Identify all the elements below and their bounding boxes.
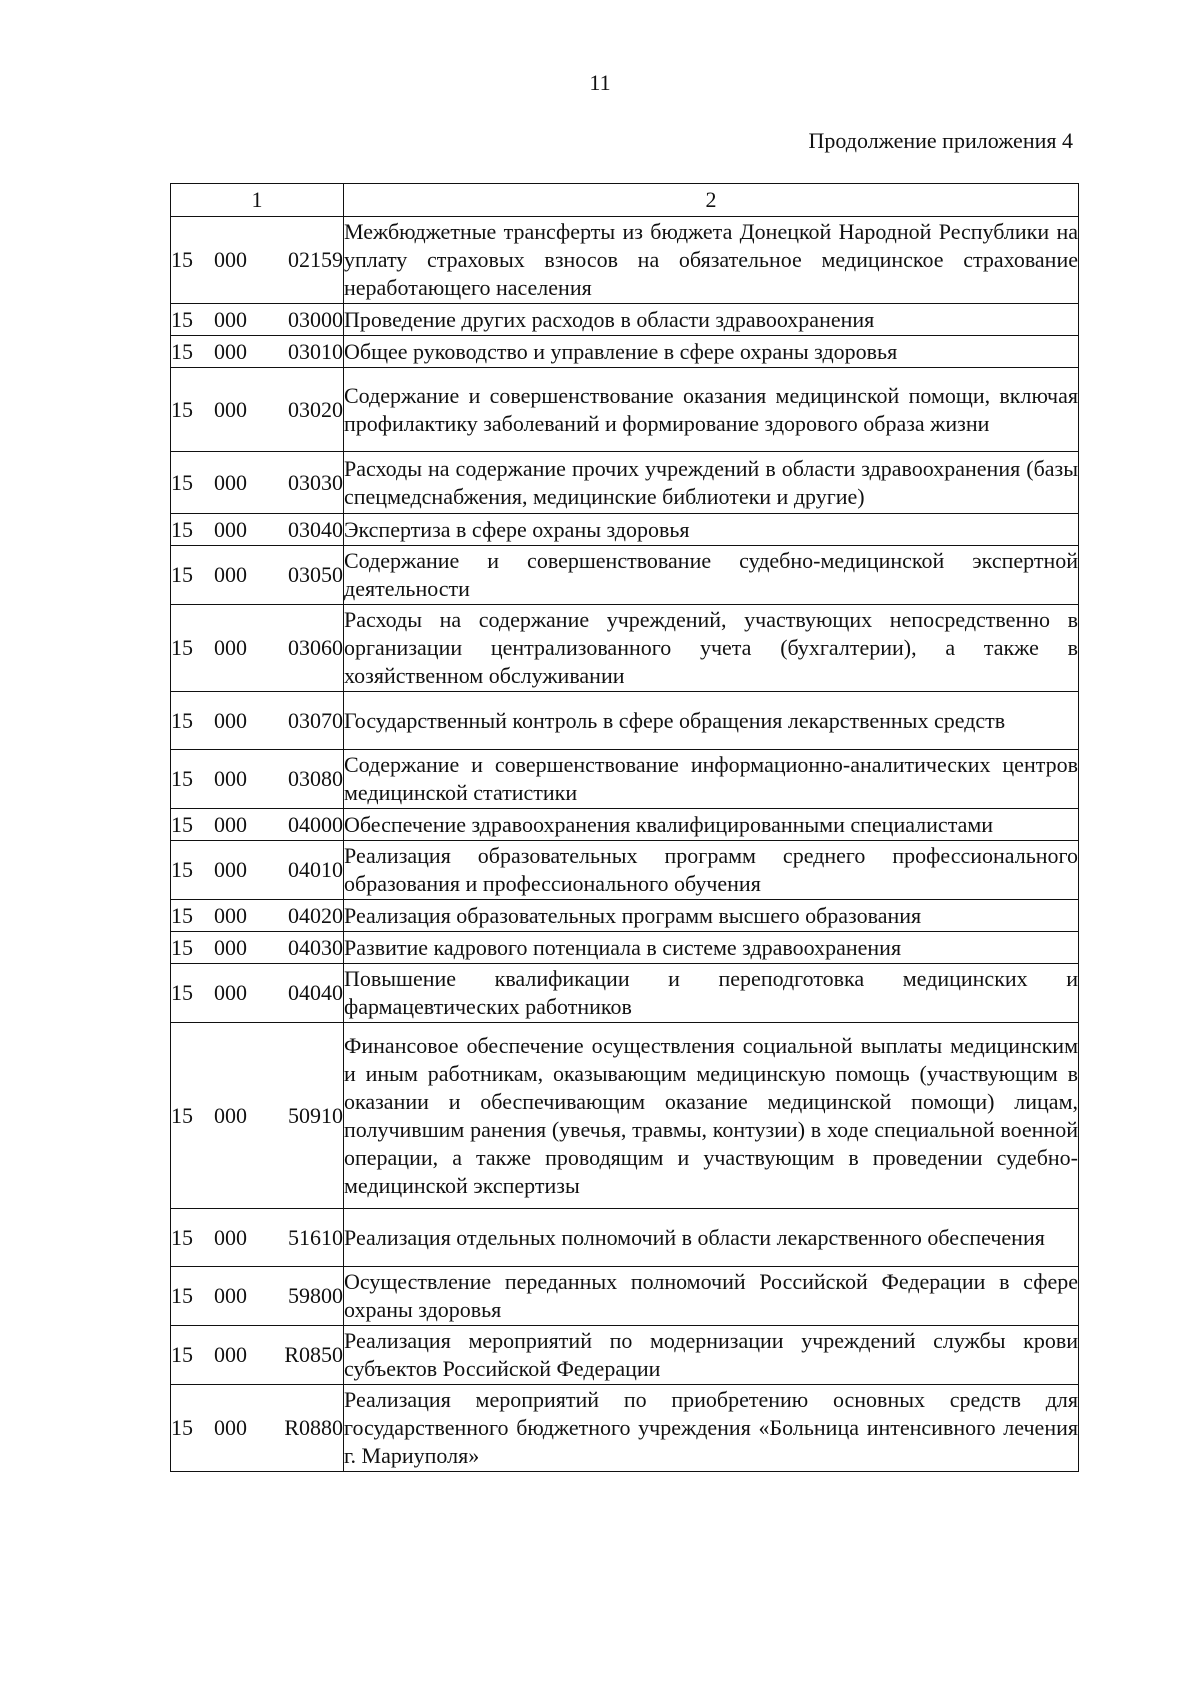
expense-name-cell: [344, 932, 1079, 964]
budget-code: [171, 561, 343, 589]
expense-name-cell: [344, 1267, 1079, 1326]
expense-name: Проведение других расходов в области здравоохранения: [344, 306, 875, 332]
expense-name: Государственный контроль в сфере обращения лекарственных средств: [344, 707, 1006, 733]
code-part: 15: [171, 766, 193, 791]
code-part: 000: [214, 1102, 247, 1128]
table-row: [171, 1267, 1079, 1326]
expense-name-cell: [344, 304, 1079, 336]
code-part: 03070: [288, 707, 343, 733]
budget-code: [171, 902, 343, 930]
code-part: 000: [214, 934, 247, 960]
code-cell: [171, 1023, 344, 1209]
code-part: 000: [214, 766, 247, 791]
code-cell: [171, 1326, 344, 1385]
expense-name: Экспертиза в сфере охраны здоровья: [344, 516, 690, 542]
expense-name-cell: [344, 217, 1079, 304]
code-cell: [171, 809, 344, 841]
budget-code: [171, 634, 343, 662]
table-body: [171, 217, 1079, 1472]
budget-code: [171, 707, 343, 735]
code-part: R0850: [284, 1342, 343, 1367]
budget-code: [171, 811, 343, 839]
code-cell: [171, 304, 344, 336]
expense-name: Расходы на содержание прочих учреждений в области здравоохранения (базы спецмедснабжения, медицинские библиотеки и другие): [344, 455, 1078, 509]
table-row: [171, 452, 1079, 514]
table-row: [171, 750, 1079, 809]
code-part: 04020: [288, 902, 343, 928]
code-part: 000: [214, 980, 247, 1005]
code-cell: [171, 964, 344, 1023]
budget-code: [171, 1282, 343, 1310]
appendix-continuation-label: Продолжение приложения 4: [808, 128, 1073, 153]
expense-name-cell: [344, 964, 1079, 1023]
expense-name-cell: [344, 546, 1079, 605]
expense-name: Содержание и совершенствование информационно-аналитических центров медицинской статистики: [344, 752, 1078, 805]
budget-code: [171, 979, 343, 1007]
expense-name-cell: [344, 605, 1079, 692]
expense-name-cell: [344, 1385, 1079, 1472]
expense-name: Осуществление переданных полномочий Российской Федерации в сфере охраны здоровья: [344, 1269, 1078, 1322]
expense-name: Расходы на содержание учреждений, участвующих непосредственно в организации централизованного учета (бухгалтерии), а также в хозяйственном обслуживании: [344, 607, 1078, 688]
code-part: 15: [171, 516, 193, 542]
table-row: [171, 1023, 1079, 1209]
code-part: 15: [171, 811, 193, 837]
code-cell: [171, 1209, 344, 1267]
code-part: 000: [214, 811, 247, 837]
table-row: [171, 514, 1079, 546]
code-part: 15: [171, 306, 193, 332]
code-part: 04040: [288, 980, 343, 1005]
code-part: 15: [171, 469, 193, 495]
code-part: 000: [214, 338, 247, 364]
code-part: 02159: [288, 247, 343, 272]
budget-code: [171, 516, 343, 544]
expense-name-cell: [344, 368, 1079, 452]
table-row: [171, 841, 1079, 900]
code-part: 15: [171, 1415, 193, 1440]
code-part: 15: [171, 635, 193, 660]
code-cell: [171, 368, 344, 452]
code-cell: [171, 932, 344, 964]
code-part: 15: [171, 1224, 193, 1250]
expense-name-cell: [344, 809, 1079, 841]
code-part: 15: [171, 934, 193, 960]
expense-name-cell: [344, 1023, 1079, 1209]
code-part: 04000: [288, 811, 343, 837]
expense-name-cell: [344, 750, 1079, 809]
code-cell: [171, 1267, 344, 1326]
budget-code: [171, 765, 343, 793]
code-part: 000: [214, 635, 247, 660]
expense-name: Общее руководство и управление в сфере охраны здоровья: [344, 338, 898, 364]
expense-name: Межбюджетные трансферты из бюджета Донецкой Народной Республики на уплату страховых взносов на обязательное медицинское страхование неработающего населения: [344, 219, 1078, 300]
expense-name: Развитие кадрового потенциала в системе здравоохранения: [344, 934, 902, 960]
code-part: 000: [214, 857, 247, 882]
table-row: [171, 692, 1079, 750]
table-row: [171, 809, 1079, 841]
code-part: 03020: [288, 396, 343, 422]
code-part: 15: [171, 1283, 193, 1308]
table-row: [171, 900, 1079, 932]
table-row: [171, 605, 1079, 692]
budget-code: [171, 338, 343, 366]
expense-name: Обеспечение здравоохранения квалифицированными специалистами: [344, 811, 994, 837]
code-part: 03030: [288, 469, 343, 495]
expense-name-cell: [344, 1209, 1079, 1267]
expense-name: Реализация мероприятий по модернизации учреждений службы крови субъектов Российской Федерации: [344, 1328, 1078, 1381]
code-part: 15: [171, 1102, 193, 1128]
expense-name: Финансовое обеспечение осуществления социальной выплаты медицинским и иным работникам, оказывающим медицинскую помощь (участвующим в оказании и обеспечивающим оказание медицинской помощи) лицам, получившим ранения (увечья, травмы, контузии) в ходе специальной военной операции, а также проводящим и участвующим в проведении судебно-медицинской экспертизы: [344, 1032, 1078, 1198]
table-row: [171, 964, 1079, 1023]
table-row: [171, 336, 1079, 368]
code-part: 50910: [288, 1102, 343, 1128]
budget-code: [171, 1341, 343, 1369]
code-part: 15: [171, 1342, 193, 1367]
expense-name: Содержание и совершенствование судебно-медицинской экспертной деятельности: [344, 548, 1078, 601]
expense-name: Реализация образовательных программ высшего образования: [344, 902, 922, 928]
code-part: 59800: [288, 1283, 343, 1308]
table-row: [171, 217, 1079, 304]
expense-name: Реализация отдельных полномочий в области лекарственного обеспечения: [344, 1224, 1045, 1250]
code-part: 15: [171, 338, 193, 364]
budget-code: [171, 469, 343, 497]
code-part: 03010: [288, 338, 343, 364]
code-part: 000: [214, 1342, 247, 1367]
table-row: [171, 368, 1079, 452]
code-part: R0880: [284, 1415, 343, 1440]
budget-code: [171, 856, 343, 884]
code-part: 000: [214, 469, 247, 495]
expense-name: Содержание и совершенствование оказания медицинской помощи, включая профилактику заболеваний и формирование здорового образа жизни: [344, 382, 1078, 436]
budget-classification-table: [170, 183, 1079, 1472]
budget-code: [171, 396, 343, 424]
expense-name: Повышение квалификации и переподготовка медицинских и фармацевтических работников: [344, 966, 1078, 1019]
table-row: [171, 1326, 1079, 1385]
table-row: [171, 304, 1079, 336]
code-part: 000: [214, 902, 247, 928]
table-row: [171, 1209, 1079, 1267]
expense-name: Реализация мероприятий по приобретению основных средств для государственного бюджетного учреждения «Больница интенсивного лечения г. Мариуполя»: [344, 1387, 1078, 1468]
code-part: 000: [214, 247, 247, 272]
budget-code: [171, 1414, 343, 1442]
code-cell: [171, 452, 344, 514]
code-part: 15: [171, 902, 193, 928]
budget-code: [171, 246, 343, 274]
expense-name-cell: [344, 514, 1079, 546]
table-header-row: [171, 184, 1079, 217]
code-part: 15: [171, 980, 193, 1005]
code-cell: [171, 217, 344, 304]
code-cell: [171, 546, 344, 605]
code-cell: [171, 514, 344, 546]
code-part: 000: [214, 396, 247, 422]
code-cell: [171, 750, 344, 809]
code-part: 15: [171, 396, 193, 422]
budget-code: [171, 934, 343, 962]
expense-name-cell: [344, 336, 1079, 368]
expense-name-cell: [344, 692, 1079, 750]
column-header-name: 2: [344, 184, 1079, 217]
budget-code: [171, 1102, 343, 1130]
table-row: [171, 546, 1079, 605]
table-row: [171, 1385, 1079, 1472]
code-part: 000: [214, 707, 247, 733]
code-part: 15: [171, 247, 193, 272]
code-cell: [171, 692, 344, 750]
code-part: 000: [214, 306, 247, 332]
code-part: 51610: [288, 1224, 343, 1250]
code-part: 000: [214, 1224, 247, 1250]
code-part: 03050: [288, 562, 343, 587]
code-cell: [171, 605, 344, 692]
code-part: 03060: [288, 635, 343, 660]
code-cell: [171, 841, 344, 900]
code-part: 03040: [288, 516, 343, 542]
expense-name-cell: [344, 1326, 1079, 1385]
table-row: [171, 932, 1079, 964]
expense-name-cell: [344, 841, 1079, 900]
code-part: 000: [214, 1283, 247, 1308]
budget-code: [171, 1224, 343, 1252]
column-header-code: 1: [171, 184, 344, 217]
code-part: 000: [214, 516, 247, 542]
code-part: 15: [171, 562, 193, 587]
code-cell: [171, 336, 344, 368]
code-part: 03000: [288, 306, 343, 332]
code-part: 04030: [288, 934, 343, 960]
page-number: 11: [589, 70, 611, 95]
code-part: 15: [171, 707, 193, 733]
budget-code: [171, 306, 343, 334]
expense-name-cell: [344, 452, 1079, 514]
table-header: [171, 184, 1079, 217]
expense-name-cell: [344, 900, 1079, 932]
code-part: 03080: [288, 766, 343, 791]
code-part: 04010: [288, 857, 343, 882]
code-cell: [171, 900, 344, 932]
code-part: 15: [171, 857, 193, 882]
code-part: 000: [214, 1415, 247, 1440]
code-part: 000: [214, 562, 247, 587]
expense-name: Реализация образовательных программ среднего профессионального образования и профессионального обучения: [344, 843, 1078, 896]
code-cell: [171, 1385, 344, 1472]
